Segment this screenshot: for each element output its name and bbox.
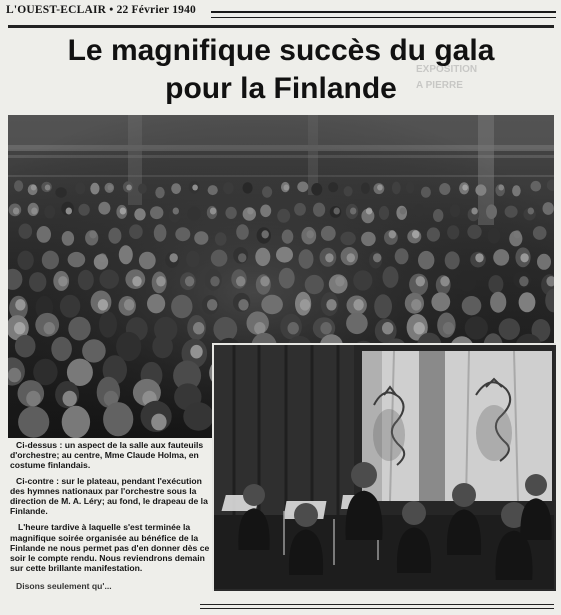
bleed-line-2: A PIERRE <box>416 80 463 91</box>
article-story-continued: Disons seulement qu'... <box>16 581 112 592</box>
article-headline <box>8 28 554 112</box>
masthead-rule <box>211 11 556 18</box>
stage-photo <box>212 343 556 591</box>
masthead-separator: • <box>109 4 114 16</box>
column-rule <box>200 604 554 609</box>
newspaper-name: L'OUEST-ECLAIR <box>6 4 107 16</box>
caption-beside: Ci-contre : sur le plateau, pendant l'exécution des hymnes nationaux par l'orchestre sous la direction de M. A. Léry; au fond, le drapeau de la Finlande. <box>10 475 208 517</box>
issue-date: 22 Février 1940 <box>116 4 196 16</box>
headline-line-2: pour la Finlande <box>165 72 397 105</box>
bleed-line-1: EXPOSITION <box>416 64 478 75</box>
article-story: L'heure tardive à laquelle s'est terminée la magnifique soirée organisée au bénéfice de la Finlande ne nous permet pas d'en donner dès ce soir le compte rendu. Nous reviendrons demain sur cette brillante manifestation. <box>10 522 210 574</box>
masthead <box>6 4 556 20</box>
caption-column <box>10 440 210 597</box>
caption-above: Ci-dessus : un aspect de la salle aux fauteuils d'orchestre; au centre, Mme Claude Holma, en costume finlandais. <box>10 440 204 471</box>
headline-line-1: Le magnifique succès du gala <box>67 34 495 67</box>
